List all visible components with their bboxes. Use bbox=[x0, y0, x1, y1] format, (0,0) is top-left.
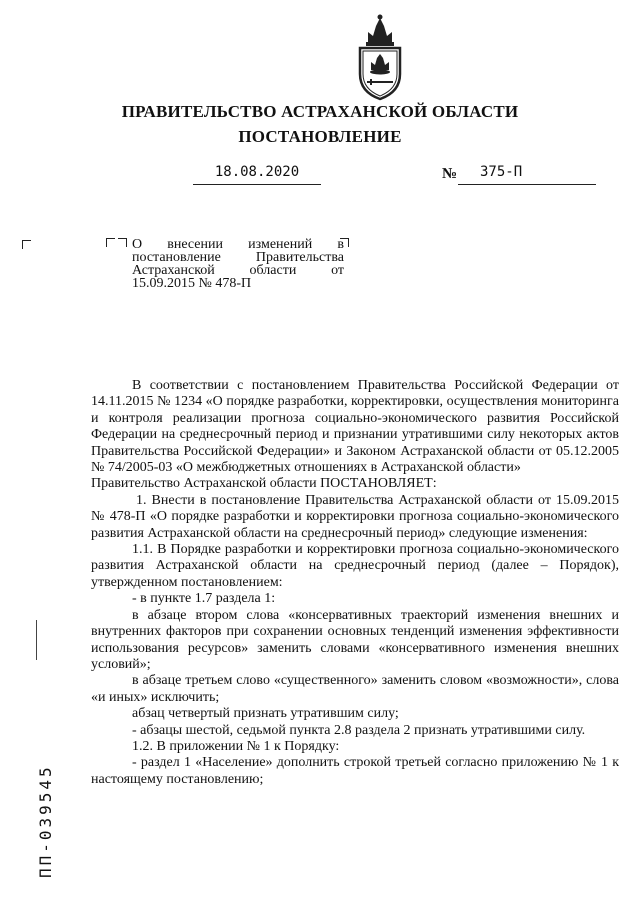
body-paragraph: 1. Внести в постановление Правительства Астраханской области от 15.09.2015 № 478-П «О порядке разработки и корректировки прогноза социально-экономического развития Астраханской области на среднесрочный период» следующие изменения: bbox=[91, 492, 619, 541]
body-paragraph: 1.1. В Порядке разработки и корректировки прогноза социально-экономического развития Астраханской области на среднесрочный период (далее – Порядок), утвержденном постановлением: bbox=[91, 542, 619, 590]
body-paragraph: В соответствии с постановлением Правительства Российской Федерации от 14.11.2015 № 1234 «О порядке разработки, корректировки, осуществления мониторинга и контроля реализации прогноза социально-экономического развития Российской Федерации на среднесрочный период и признании утратившими силу некоторых актов Правительства Российской Федерации» и Законом Астраханской области от 05.12.2005 № 74/2005-03 «О межбюджетных отношениях в Астраханской области» bbox=[91, 378, 619, 476]
sidebar-code: ПП-039545 bbox=[36, 764, 55, 878]
margin-mark bbox=[36, 620, 37, 660]
body-paragraph: в абзаце втором слова «консервативных траекторий изменения внешних и внутренних факторов при сохранении основных тенденций изменения эффективности использования ресурсов» заменить словами «консервативного изменения внешних условий»; bbox=[91, 607, 619, 672]
body-paragraph: 1.2. В приложении № 1 к Порядку: bbox=[132, 738, 340, 754]
document-number: 375-П bbox=[480, 164, 523, 180]
document-type: ПОСТАНОВЛЕНИЕ bbox=[238, 127, 402, 146]
organization-title: ПРАВИТЕЛЬСТВО АСТРАХАНСКОЙ ОБЛАСТИ bbox=[121, 102, 519, 121]
page-corner-mark bbox=[22, 240, 31, 249]
body-paragraph: абзац четвертый признать утратившим силу; bbox=[132, 706, 399, 722]
body-paragraph: в абзаце третьем слово «существенного» заменить словом «возможности», слова «и иных» исключить; bbox=[91, 673, 619, 705]
document-date: 18.08.2020 bbox=[214, 164, 300, 180]
document-subject: О внесении изменений в постановление Правительства Астраханской области от 15.09.2015 № 478-П bbox=[132, 237, 344, 291]
coat-of-arms-icon bbox=[351, 12, 409, 102]
number-underline bbox=[458, 164, 596, 185]
body-paragraph: - в пункте 1.7 раздела 1: bbox=[132, 591, 276, 607]
subject-corner-mark-left-inner bbox=[118, 238, 127, 247]
subject-corner-mark-left bbox=[106, 238, 115, 247]
body-paragraph: - раздел 1 «Население» дополнить строкой третьей согласно приложению № 1 к настоящему постановлению; bbox=[91, 755, 619, 787]
body-paragraph: Правительство Астраханской области ПОСТАНОВЛЯЕТ: bbox=[91, 476, 437, 492]
number-sign: № bbox=[442, 166, 458, 182]
body-paragraph: - абзацы шестой, седьмой пункта 2.8 раздела 2 признать утратившими силу. bbox=[132, 722, 586, 738]
document-body bbox=[91, 378, 619, 788]
